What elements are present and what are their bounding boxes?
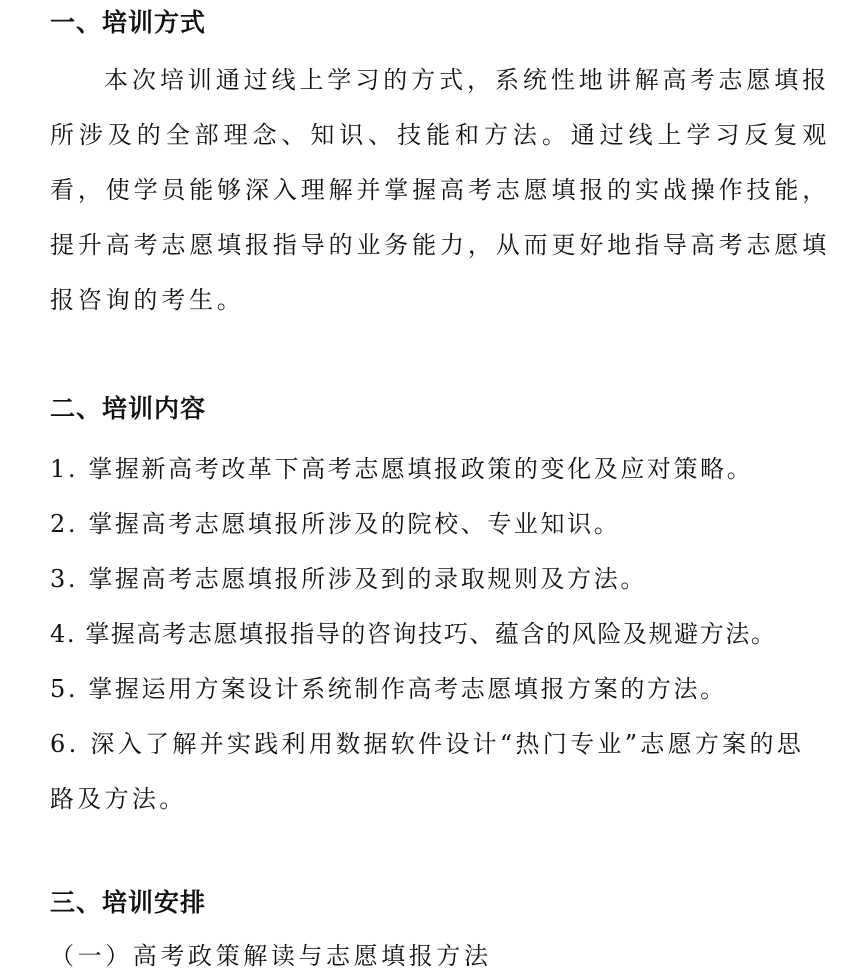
list-item: 1. 掌握新高考改革下高考志愿填报政策的变化及应对策略。 [50, 455, 754, 483]
section-heading-training-content: 二、培训内容 [50, 394, 207, 423]
list-item: 5. 掌握运用方案设计系统制作高考志愿填报方案的方法。 [50, 675, 727, 703]
section-heading-training-schedule: 三、培训安排 [50, 888, 207, 917]
list-item: 6. 深入了解并实践利用数据软件设计“热门专业”志愿方案的思路及方法。 [50, 730, 805, 813]
list-item: 4. 掌握高考志愿填报指导的咨询技巧、蕴含的风险及规避方法。 [50, 620, 777, 648]
training-content-list [50, 442, 850, 827]
list-item: 2. 掌握高考志愿填报所涉及的院校、专业知识。 [50, 510, 621, 538]
training-method-paragraph: 本次培训通过线上学习的方式，系统性地讲解高考志愿填报所涉及的全部理念、知识、技能和方法。通过线上学习反复观看，使学员能够深入理解并掌握高考志愿填报的实战操作技能，提升高考志愿填报指导的业务能力，从而更好地指导高考志愿填报咨询的考生。 [50, 66, 830, 314]
list-item: 3. 掌握高考志愿填报所涉及到的录取规则及方法。 [50, 565, 647, 593]
schedule-subheading: （一）高考政策解读与志愿填报方法 [50, 942, 492, 970]
section-heading-training-method: 一、培训方式 [50, 8, 207, 37]
